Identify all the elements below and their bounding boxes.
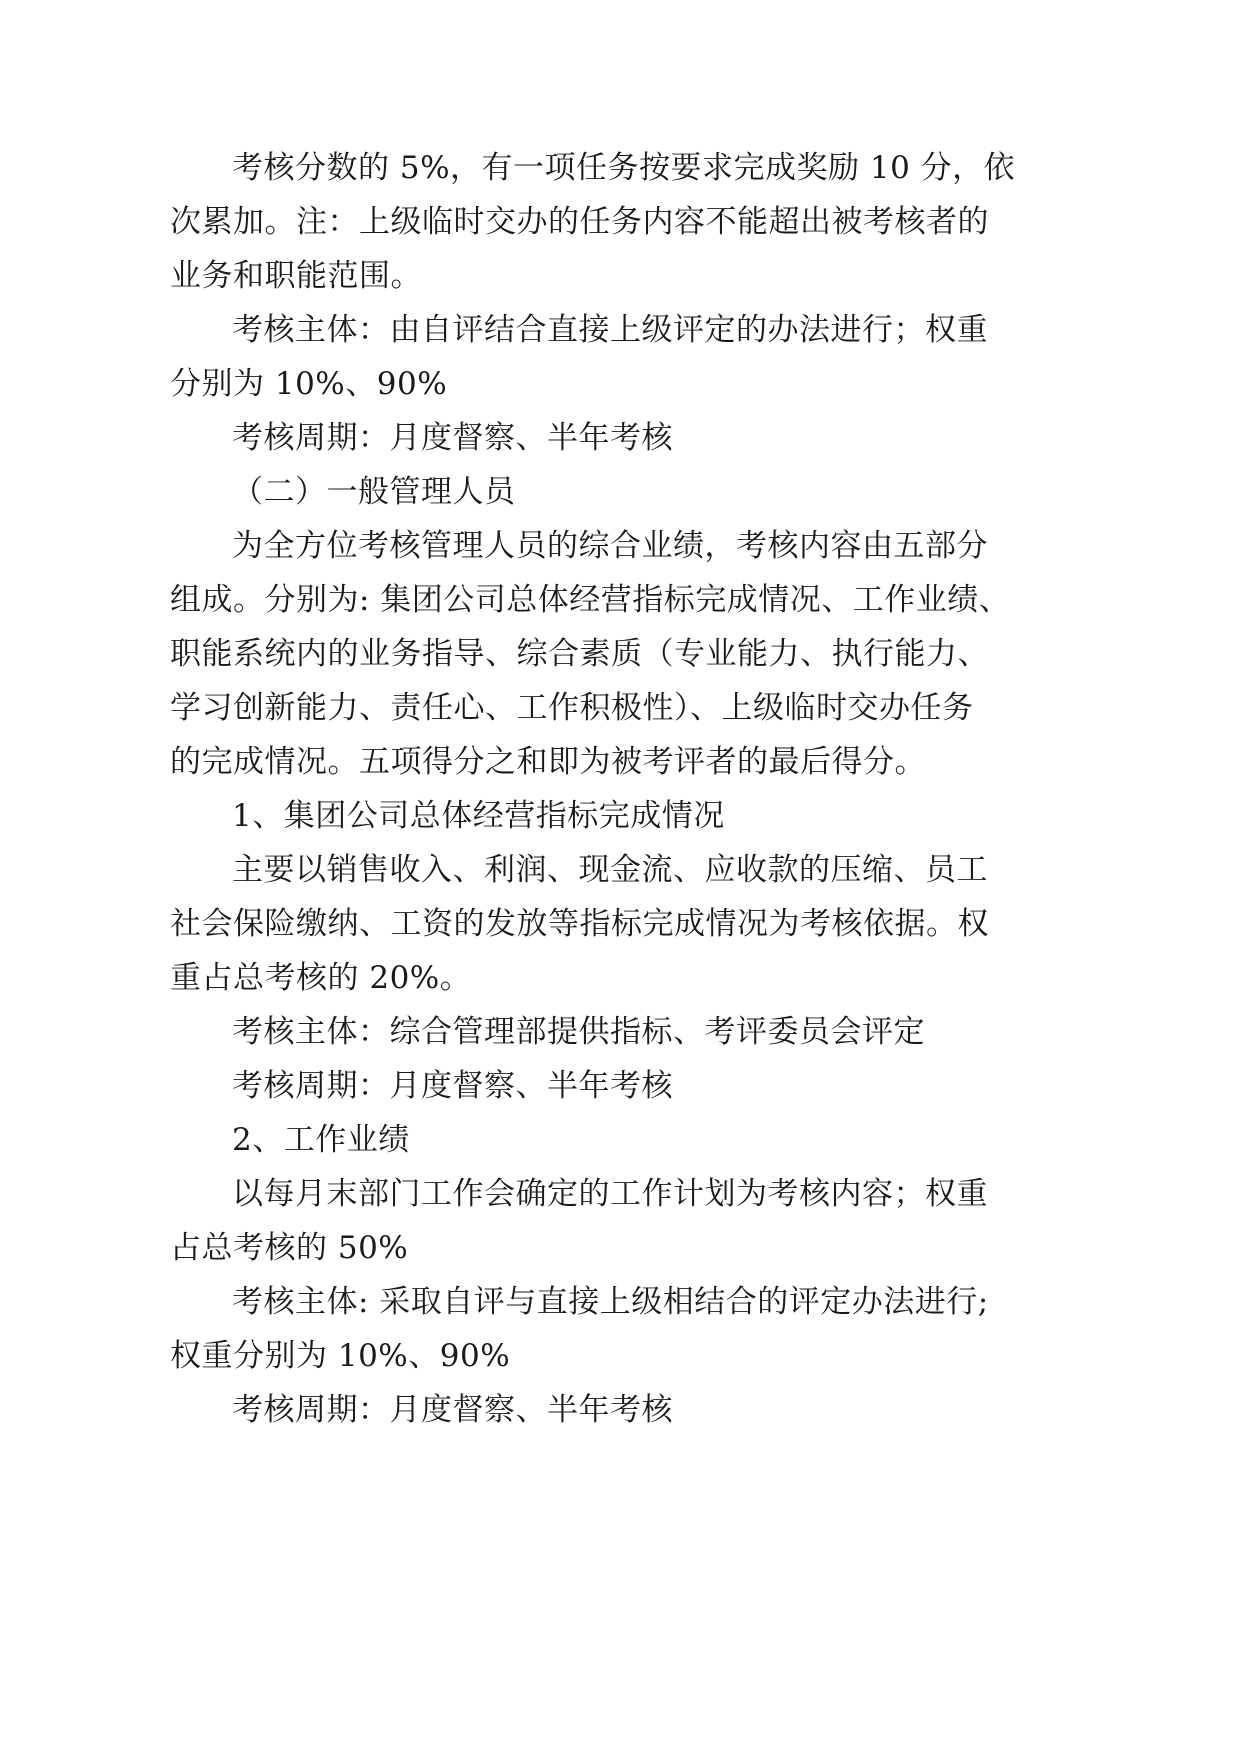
text-line: 的完成情况。五项得分之和即为被考评者的最后得分。 <box>170 744 926 780</box>
text-line: 主要以销售收入、利润、现金流、应收款的压缩、员工 <box>232 852 988 888</box>
text-line: 业务和职能范围。 <box>170 258 422 294</box>
text-line: 分别为 10%、90% <box>170 366 448 402</box>
text-line: 社会保险缴纳、工资的发放等指标完成情况为考核依据。权 <box>170 906 989 942</box>
text-line: 为全方位考核管理人员的综合业绩，考核内容由五部分 <box>232 528 988 564</box>
text-line: 考核主体：由自评结合直接上级评定的办法进行；权重 <box>232 312 988 348</box>
text-line: 考核主体：综合管理部提供指标、考评委员会评定 <box>232 1014 925 1050</box>
text-line: 考核周期：月度督察、半年考核 <box>232 1392 673 1428</box>
text-line: 学习创新能力、责任心、工作积极性）、上级临时交办任务 <box>170 690 974 726</box>
text-line: 以每月末部门工作会确定的工作计划为考核内容；权重 <box>232 1176 988 1212</box>
text-line: 考核主体: 采取自评与直接上级相结合的评定办法进行; <box>232 1284 989 1320</box>
section-heading: （二）一般管理人员 <box>232 474 516 510</box>
text-line: 组成。分别为: 集团公司总体经营指标完成情况、工作业绩、 <box>170 582 1011 618</box>
text-line: 占总考核的 50% <box>170 1230 409 1266</box>
text-line: 考核周期：月度督察、半年考核 <box>232 420 673 456</box>
subsection-heading: 2、工作业绩 <box>232 1122 410 1158</box>
text-line: 次累加。注：上级临时交办的任务内容不能超出被考核者的 <box>170 204 989 240</box>
text-line: 职能系统内的业务指导、综合素质（专业能力、执行能力、 <box>170 636 989 672</box>
text-line: 权重分别为 10%、90% <box>170 1338 511 1374</box>
text-line: 考核周期：月度督察、半年考核 <box>232 1068 673 1104</box>
text-line: 考核分数的 5%，有一项任务按要求完成奖励 10 分，依 <box>232 150 1016 186</box>
subsection-heading: 1、集团公司总体经营指标完成情况 <box>232 798 725 834</box>
text-line: 重占总考核的 20%。 <box>170 960 472 996</box>
